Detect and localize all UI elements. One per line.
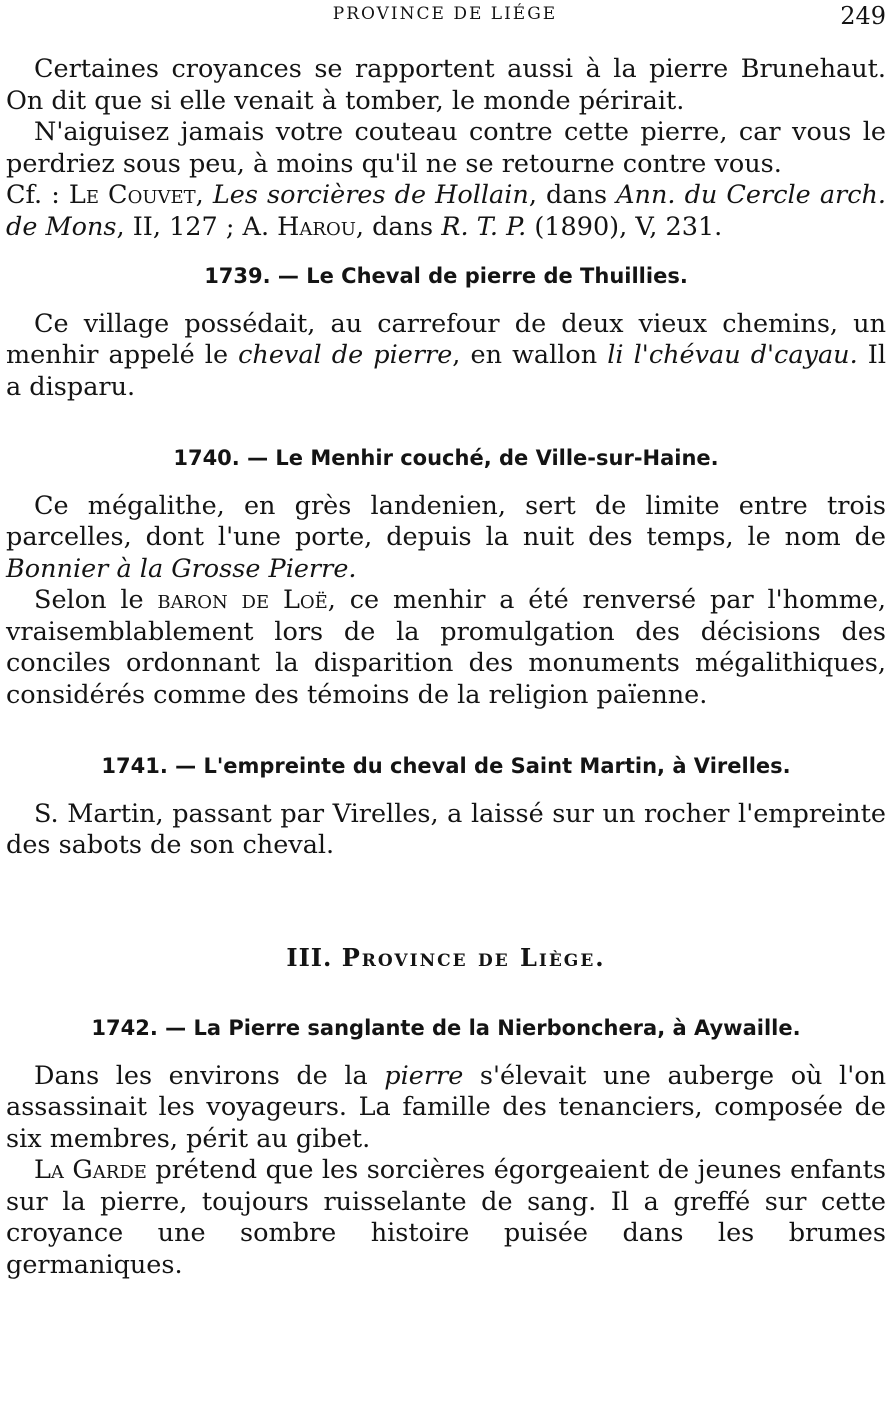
body-text: [6, 54, 886, 1281]
ref-journal-rtp: R. T. P.: [441, 211, 527, 242]
term-pierre: pierre: [384, 1060, 464, 1091]
text-run: , ce menhir a été renversé par l'homme, vraisemblablement lors de la promulgation des décisions des conciles ordonnant la disparition des monuments mégalithiques, considérés comme des témoins de la religion païenne.: [6, 585, 887, 710]
chapter-title: Province de Liège.: [341, 942, 606, 972]
ref-sep: ,: [195, 180, 213, 210]
paragraph-1739: [6, 309, 886, 404]
section-heading-1739: 1739. — Le Cheval de pierre de Thuillies.: [204, 264, 688, 288]
term-bonnier: Bonnier à la Grosse Pierre.: [6, 553, 357, 584]
ref-text-2: , II, 127 ; A.: [116, 211, 278, 242]
reference-paragraph: [6, 180, 886, 243]
paragraph-1741: S. Martin, passant par Virelles, a laissé sur un rocher l'empreinte des sabots de son cheval.: [6, 798, 886, 860]
name-baron-de-loe: baron de Loë: [157, 585, 328, 615]
text-run: prétend que les sorcières égorgeaient de jeunes enfants sur la pierre, toujours ruisselante de sang. Il a greffé sur cette croyance une sombre histoire puisée dans les brumes germaniques.: [6, 1155, 886, 1280]
ref-text-4: (1890), V, 231.: [526, 211, 723, 242]
text-run: Il a disparu.: [6, 340, 886, 402]
chapter-numeral: III.: [286, 942, 333, 972]
ref-author-harou: Harou: [277, 211, 356, 242]
term-cheval-de-pierre: cheval de pierre: [238, 340, 453, 370]
section-heading-1741: 1741. — L'empreinte du cheval de Saint Martin, à Virelles.: [101, 754, 791, 778]
section-heading-1742: 1742. — La Pierre sanglante de la Nierbonchera, à Aywaille.: [91, 1016, 801, 1040]
text-run: Ce mégalithe, en grès landenien, sert de limite entre trois parcelles, dont l'une porte, depuis la nuit des temps, le nom de: [6, 490, 886, 552]
ref-journal-ann: Ann. du Cercle arch. de Mons: [6, 180, 887, 242]
text-run: Ce village possédait, au carrefour de deux vieux chemins, un menhir appelé le: [6, 308, 886, 370]
paragraph-brunehaut-2: N'aiguisez jamais votre couteau contre cette pierre, car vous le perdriez sous peu, à moins qu'il ne se retourne contre vous.: [6, 117, 886, 179]
ref-text-3: , dans: [355, 211, 442, 242]
ref-title-sorcieres: Les sorcières de Hollain: [212, 180, 529, 210]
ref-author-le-couvet: Le Couvet: [68, 180, 196, 210]
text-run: , en wallon: [452, 340, 608, 370]
ref-text-1: , dans: [528, 180, 617, 210]
text-run: Selon le: [34, 585, 158, 615]
paragraph-1740-2: [6, 585, 886, 711]
text-run: s'élevait une auberge où l'on assassinait les voyageurs. La famille des tenanciers, composée de six membres, périt au gibet.: [6, 1060, 886, 1154]
text-run: Dans les environs de la: [34, 1060, 385, 1091]
running-head: [0, 2, 890, 28]
paragraph-1742-2: [6, 1155, 886, 1281]
paragraph-brunehaut-1: Certaines croyances se rapportent aussi à la pierre Brunehaut. On dit que si elle venait à tomber, le monde périrait.: [6, 54, 886, 116]
chapter-heading: [6, 942, 886, 974]
section-heading-1740: 1740. — Le Menhir couché, de Ville-sur-Haine.: [173, 446, 719, 470]
name-la-garde: La Garde: [34, 1155, 147, 1185]
paragraph-1740-1: [6, 491, 886, 586]
term-wallon: li l'chévau d'cayau.: [607, 340, 858, 370]
page-number: 249: [840, 2, 886, 30]
running-title: PROVINCE DE LIÉGE: [332, 4, 558, 24]
ref-cf: Cf. :: [6, 180, 69, 210]
paragraph-1742-1: [6, 1061, 886, 1156]
